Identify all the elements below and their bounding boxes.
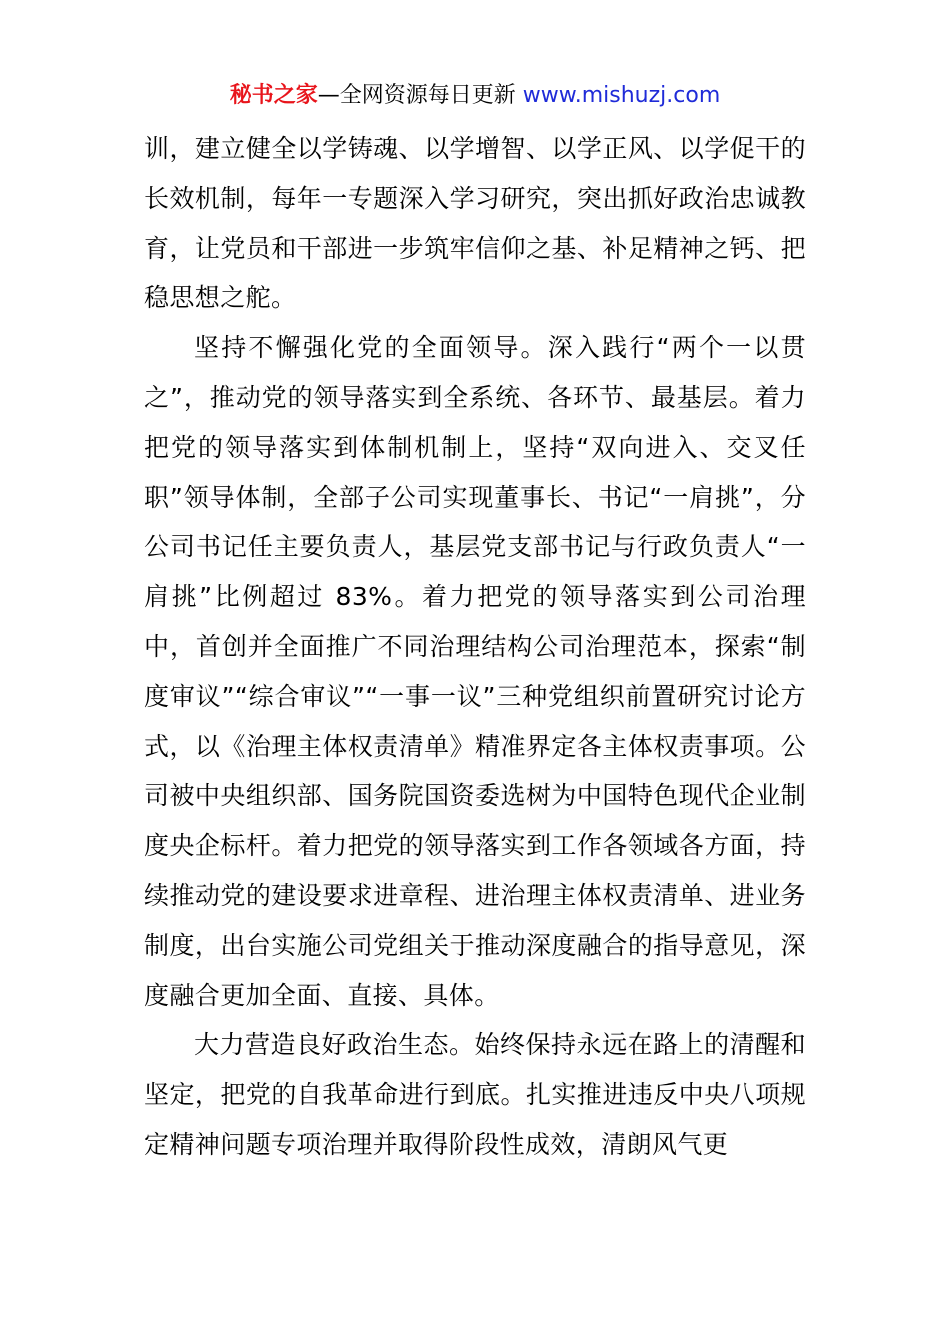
paragraph-political-ecology: 大力营造良好政治生态。始终保持永远在路上的清醒和坚定，把党的自我革命进行到底。扎实推进违反中央八项规定精神问题专项治理并取得阶段性成效，清朗风气更	[144, 1030, 806, 1159]
site-header	[0, 80, 950, 112]
document-body	[144, 124, 806, 1170]
site-tagline: —全网资源每日更新	[317, 83, 523, 108]
paragraph-continuation: 训，建立健全以学铸魂、以学增智、以学正风、以学促干的长效机制，每年一专题深入学习研究，突出抓好政治忠诚教育，让党员和干部进一步筑牢信仰之基、补足精神之钙、把稳思想之舵。	[144, 134, 806, 313]
paragraph-party-leadership: 坚持不懈强化党的全面领导。深入践行“两个一以贯之”，推动党的领导落实到全系统、各环节、最基层。着力把党的领导落实到体制机制上，坚持“双向进入、交叉任职”领导体制，全部子公司实现董事长、书记“一肩挑”，分公司书记任主要负责人，基层党支部书记与行政负责人“一肩挑”比例超过 83%。着力把党的领导落实到公司治理中，首创并全面推广不同治理结构公司治理范本，探索“制度审议”“综合审议”“一事一议”三种党组织前置研究讨论方式，以《治理主体权责清单》精准界定各主体权责事项。公司被中央组织部、国务院国资委选树为中国特色现代企业制度央企标杆。着力把党的领导落实到工作各领域各方面，持续推动党的建设要求进章程、进治理主体权责清单、进业务制度，出台实施公司党组关于推动深度融合的指导意见，深度融合更加全面、直接、具体。	[144, 333, 806, 1010]
site-url-link[interactable]: www.mishuzj.com	[522, 83, 721, 108]
site-brand: 秘书之家	[229, 83, 318, 108]
